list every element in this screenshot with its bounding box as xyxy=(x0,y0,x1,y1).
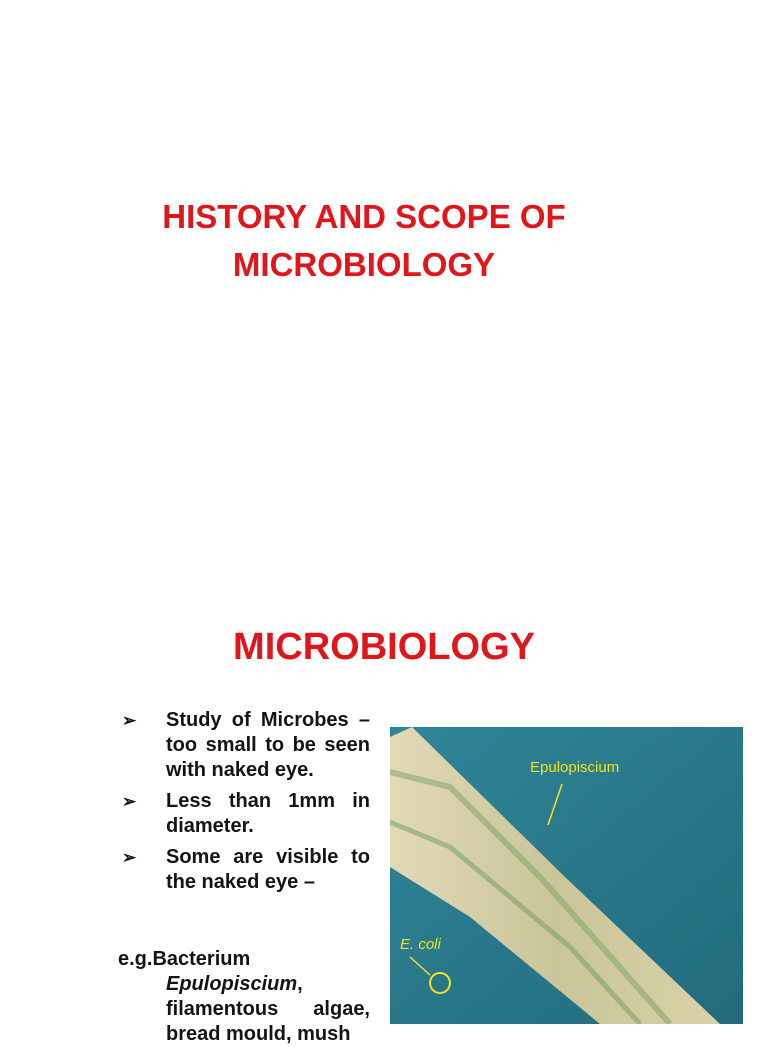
title-line-1: HISTORY AND SCOPE OF xyxy=(162,198,566,235)
arrow-bullet-icon: ➢ xyxy=(122,792,137,811)
example-name: Epulopiscium xyxy=(166,973,298,995)
example-body: Epulopiscium, filamentous algae, bread mould, mush xyxy=(166,973,370,1045)
slide-heading: MICROBIOLOGY xyxy=(233,626,535,668)
example-prefix: e.g.Bacterium xyxy=(118,948,251,970)
bullet-list xyxy=(118,708,370,901)
bullet-text: Less than 1mm in diameter. xyxy=(166,790,370,837)
bullet-text: Some are visible to the naked eye – xyxy=(166,846,370,893)
micrograph-image xyxy=(390,727,743,1024)
bullet-item xyxy=(118,708,370,783)
arrow-bullet-icon: ➢ xyxy=(122,711,137,730)
bullet-text: Study of Microbes – too small to be seen with naked eye. xyxy=(166,709,370,781)
slide-title-heading xyxy=(0,193,728,289)
epulopiscium-label: Epulopiscium xyxy=(530,759,620,776)
example-rest: filamentous algae, bread mould, mush xyxy=(166,998,370,1045)
bullet-item xyxy=(118,789,370,839)
title-line-2: MICROBIOLOGY xyxy=(232,246,496,283)
ecoli-label: E. coli xyxy=(400,936,441,953)
slide-microbiology xyxy=(0,575,768,1045)
arrow-bullet-icon: ➢ xyxy=(122,848,137,867)
example-text xyxy=(118,947,370,1047)
bullet-item xyxy=(118,845,370,895)
